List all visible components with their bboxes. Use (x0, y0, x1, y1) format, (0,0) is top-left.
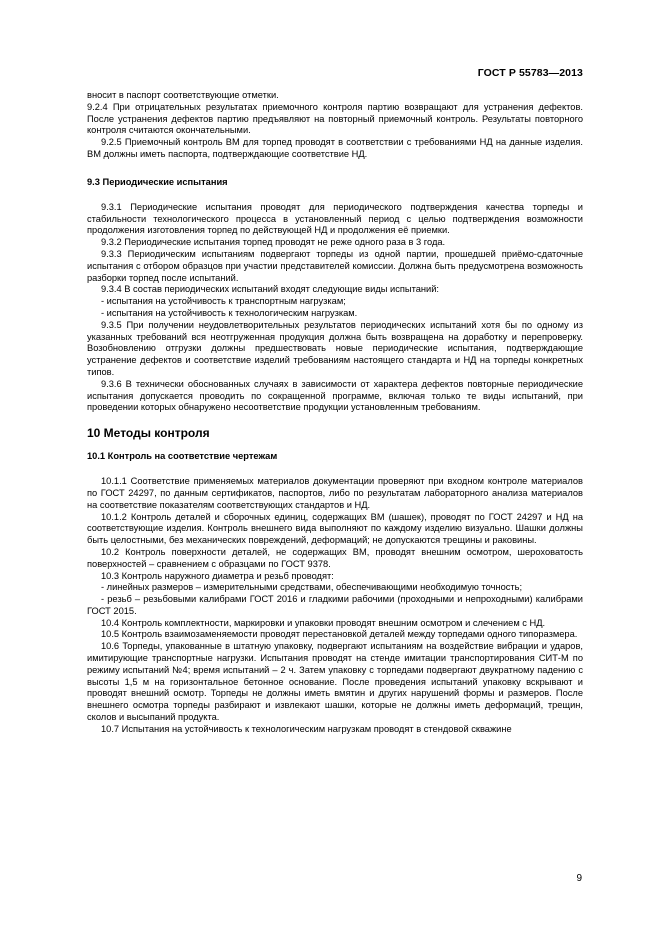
paragraph-10-6: 10.6 Торпеды, упакованные в штатную упаковку, подвергают испытаниям на воздействие вибрации и ударов, имитирующие транспортные нагрузки. Испытания проводят на стенде имитации транспортирования СИТ-М по режиму испытаний №4; время испытаний – 2 ч. Затем упаковку с торпедами подвергают двукратному падению с высоты 1,5 м на горизонтальное бетонное основание. После проведения испытаний упаковку вскрывают и проводят внешний осмотр. Торпеды не должны иметь вмятин и других нарушений формы и размеров. После внешнего осмотра торпеды разбирают и извлекают шашки, которые не должны иметь деформаций, трещин, сколов и высыпаний продукта. (87, 641, 583, 723)
list-item: - испытания на устойчивость к транспортным нагрузкам; (101, 296, 346, 307)
page-content (87, 90, 583, 736)
paragraph-10-3: 10.3 Контроль наружного диаметра и резьб проводят: (101, 570, 334, 581)
paragraph-10-7: 10.7 Испытания на устойчивость к технологическим нагрузкам проводят в стендовой скважине (101, 723, 512, 734)
paragraph: вносит в паспорт соответствующие отметки. (87, 90, 279, 100)
paragraph-9-3-4: 9.3.4 В состав периодических испытаний входят следующие виды испытаний: (101, 284, 439, 295)
page-number: 9 (576, 873, 582, 884)
subsection-10-1-title: 10.1 Контроль на соответствие чертежам (87, 451, 278, 462)
paragraph-9-3-6: 9.3.6 В технически обоснованных случаях в зависимости от характера дефектов повторные периодические испытания допускается проводить по сокращенной программе, включая только те виды испытаний, при проведении которых обнаружено несоответствие продукции установленным требованиям. (87, 378, 583, 413)
document-header: ГОСТ Р 55783—2013 (477, 67, 583, 79)
list-item: - резьб – резьбовыми калибрами ГОСТ 2016 и гладкими рабочими (проходными и непроходными) калибрами ГОСТ 2015. (87, 594, 583, 616)
list-item: - линейных размеров – измерительными средствами, обеспечивающими необходимую точность; (101, 582, 523, 593)
paragraph-10-4: 10.4 Контроль комплектности, маркировки и упаковки проводят внешним осмотром и слечением с НД. (101, 617, 546, 628)
paragraph-9-3-1: 9.3.1 Периодические испытания проводят для периодического подтверждения качества торпеды и стабильности технологического процесса в установленный период с целью подтверждения возможности продолжения изготовления торпед по действующей НД и продолжения её приемки. (87, 201, 583, 236)
paragraph-10-1-2: 10.1.2 Контроль деталей и сборочных единиц, содержащих ВМ (шашек), проводят по ГОСТ 24297 и НД на соответствующие изделия. Контроль внешнего вида выполняют по каждому изделию визуально. Шашки должны быть целостными, без механических повреждений, деформаций; не допускаются трещины и раковины. (87, 511, 583, 546)
paragraph-10-2: 10.2 Контроль поверхности деталей, не содержащих ВМ, проводят внешним осмотром, шероховатость поверхностей – сравнением с образцами по ГОСТ 9378. (87, 546, 583, 569)
paragraph-9-2-4: 9.2.4 При отрицательных результатах приемочного контроля партию возвращают для устранения дефектов. После устранения дефектов партию предъявляют на повторный приемочный контроль. Результаты повторного контроля считаются окончательными. (87, 101, 583, 136)
section-9-3-title: 9.3 Периодические испытания (87, 176, 228, 187)
paragraph-10-5: 10.5 Контроль взаимозаменяемости проводят перестановкой деталей между торпедами одного типоразмера. (101, 629, 578, 640)
paragraph-10-1-1: 10.1.1 Соответствие применяемых материалов документации проверяют при входном контроле материалов по ГОСТ 24297, по данным сертификатов, паспортов, либо по результатам лабораторного анализа материалов на соответствие показателям соответствующих стандартов и НД. (87, 476, 583, 510)
paragraph-9-3-2: 9.3.2 Периодические испытания торпед проводят не реже одного раза в 3 года. (101, 237, 446, 248)
list-item: - испытания на устойчивость к технологическим нагрузкам. (101, 307, 358, 318)
section-10-title: 10 Методы контроля (87, 426, 210, 441)
paragraph-9-2-5: 9.2.5 Приемочный контроль ВМ для торпед проводят в соответствии с требованиями НД на данные изделия. ВМ должны иметь паспорта, подтверждающие соответствие НД. (87, 137, 583, 159)
paragraph-9-3-5: 9.3.5 При получении неудовлетворительных результатов периодических испытаний хотя бы по одному из указанных требований вся неотгруженная продукция должна быть возвращена на доработку и перепроверку. Возобновлению отгрузки должны предшествовать новые периодические испытания, подтверждающие устранение дефектов и соответствие изделий требованиям настоящего стандарта и НД на торпеды конкретных типов. (87, 319, 583, 377)
paragraph-9-3-3: 9.3.3 Периодическим испытаниям подвергают торпеды из одной партии, прошедшей приёмо-сдаточные испытания с отбором образцов при участии представителей комиссии. Должна быть предусмотрена возможность разборки торпед после испытаний. (87, 248, 583, 283)
